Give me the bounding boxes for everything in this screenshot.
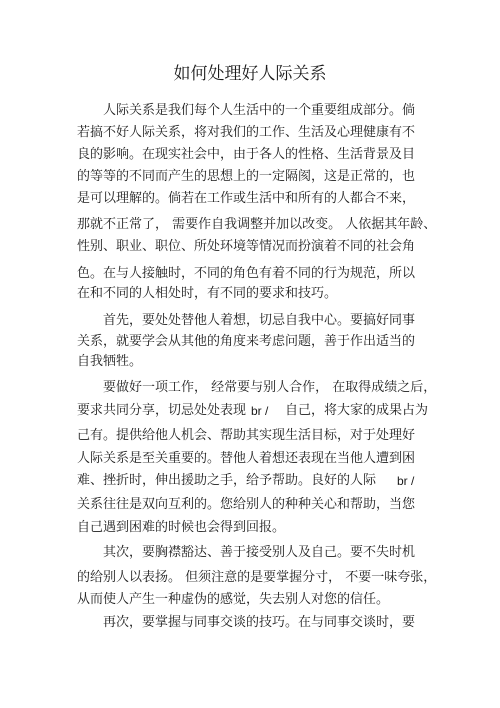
text-line: 的给别人以表扬。 但须注意的是要掌握分寸， 不要一味夸张， <box>77 570 437 585</box>
text-line: 自己，将大家的成果占为 <box>285 403 429 418</box>
text-line: 若搞不好人际关系，将对我们的工作、生活及心理健康有不 <box>77 125 416 140</box>
html-break-tag: br / <box>251 404 269 418</box>
text-line: 良的影响。在现实社会中，由于各人的性格、生活背景及目 <box>77 147 416 162</box>
text-line: 关系往往是双向互利的。您给别人的种种关心和帮助，当您 <box>77 497 416 512</box>
text-line: 再次，要掌握与同事交谈的技巧。在与同事交谈时，要 <box>103 615 416 630</box>
text-line: 人际关系是我们每个人生活中的一个重要组成部分。倘 <box>103 103 416 118</box>
document-title: 如何处理好人际关系 <box>173 64 327 84</box>
text-line: 那就不正常了， 需要作自我调整并加以改变。 人依据其年龄、 <box>77 217 437 232</box>
text-line: 难、挫折时，伸出援助之手，给予帮助。良好的人际 <box>77 473 377 488</box>
text-line: 其次，要胸襟豁达、善于接受别人及自己。要不失时机 <box>103 545 416 560</box>
html-break-tag: br / <box>397 474 415 488</box>
text-line: 己有。提供给他人机会、帮助其实现生活目标，对于处理好 <box>77 428 416 443</box>
text-line: 要求共同分享，切忌处处表现 <box>77 403 247 418</box>
text-line: 的等等的不同而产生的思想上的一定隔阂，这是正常的，也 <box>77 169 416 184</box>
text-line: 首先，要处处替他人着想，切忌自我中心。要搞好同事 <box>103 313 416 328</box>
text-line: 在和不同的人相处时，有不同的要求和技巧。 <box>77 286 338 301</box>
text-line: 自己遇到困难的时候也会得到回报。 <box>77 520 286 535</box>
text-line: 自我牺牲。 <box>77 354 143 369</box>
text-line: 人际关系是至关重要的。替他人着想还表现在当他人遭到困 <box>77 451 416 466</box>
text-line: 是可以理解的。倘若在工作或生活中和所有的人都合不来， <box>77 191 416 206</box>
text-line: 从而使人产生一种虚伪的感觉，失去别人对您的信任。 <box>77 592 390 607</box>
text-line: 色。在与人接触时，不同的角色有着不同的行为规范，所以 <box>77 266 416 281</box>
text-line: 要做好一项工作， 经常要与别人合作， 在取得成绩之后， <box>103 380 437 395</box>
text-line: 关系，就要学会从其他的角度来考虑问题，善于作出适当的 <box>77 334 416 349</box>
text-line: 性别、职业、职位、所处环境等情况而扮演着不同的社会角 <box>77 239 416 254</box>
